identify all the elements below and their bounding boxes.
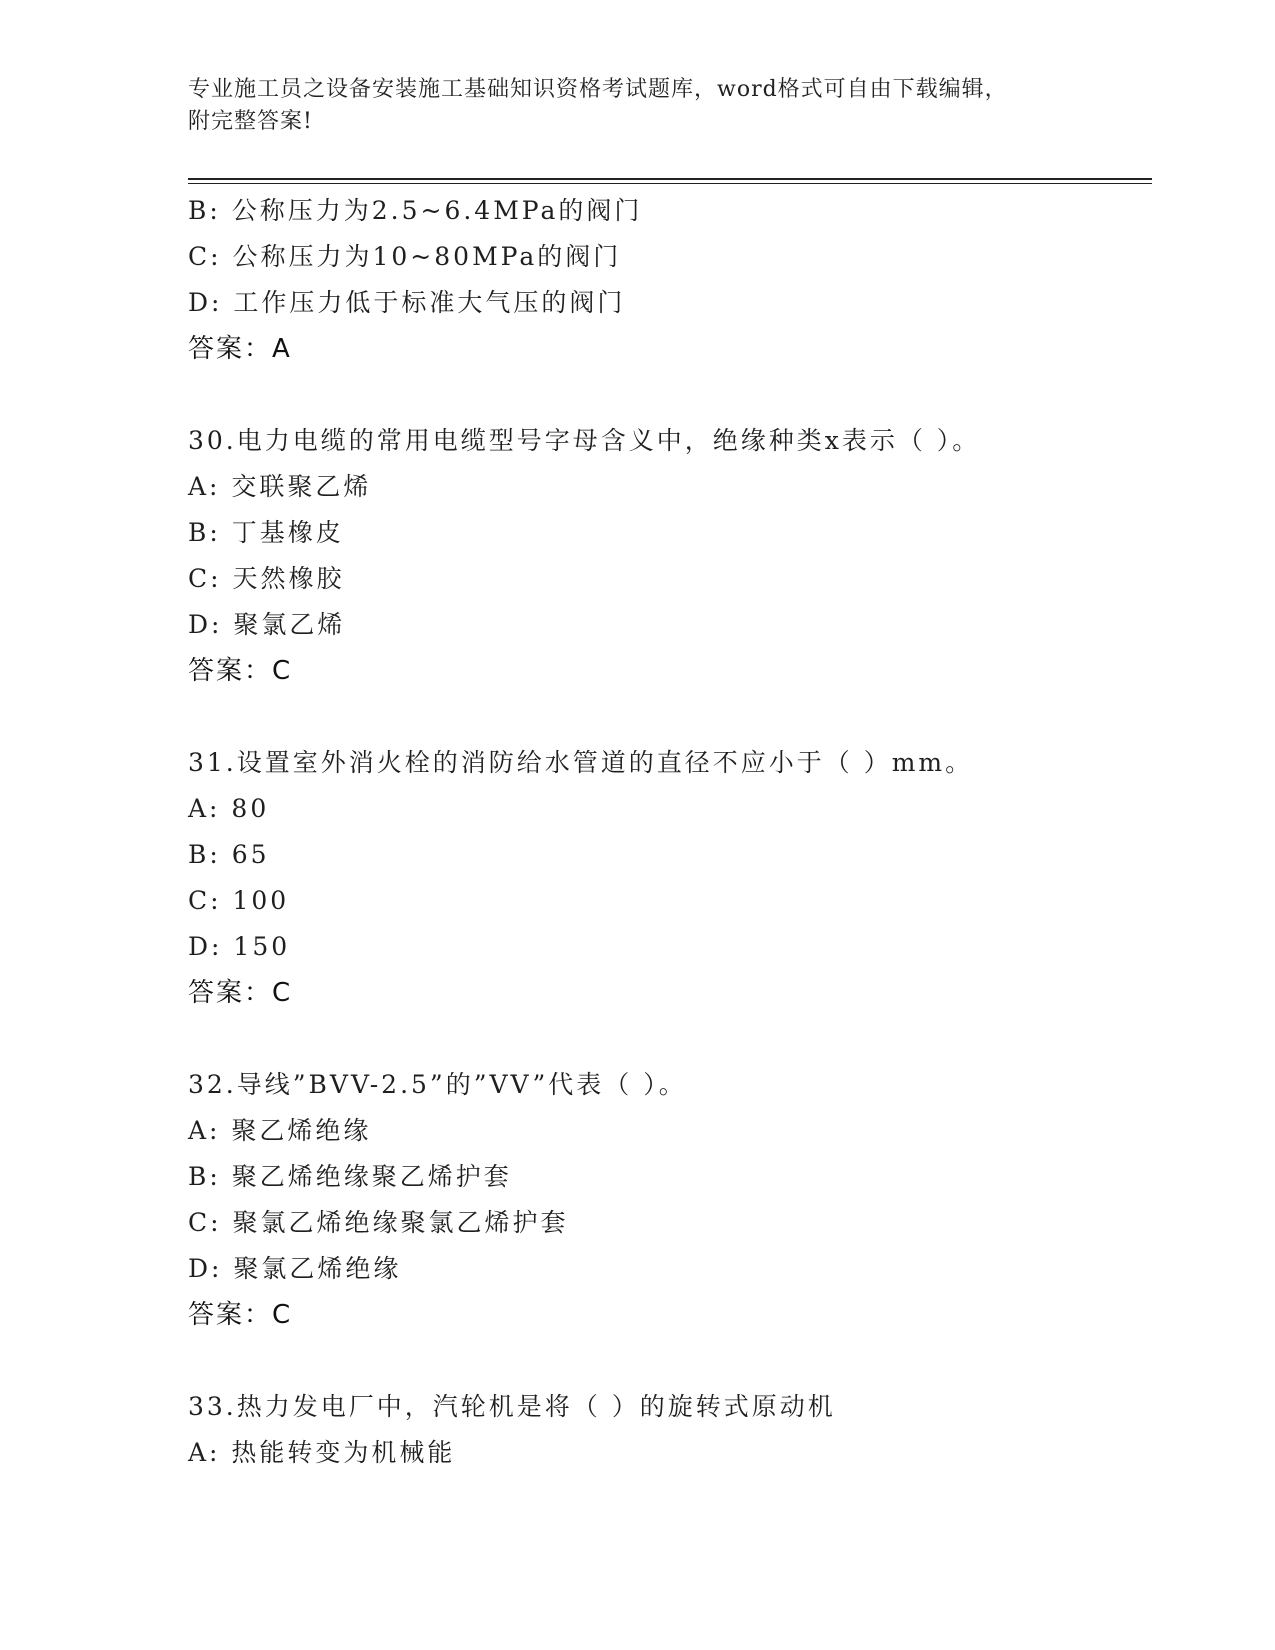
answer-line: 答案：C [188,1300,293,1330]
option-b: B: 聚乙烯绝缘聚乙烯护套 [188,1162,512,1191]
option-a: A: 热能转变为机械能 [188,1438,456,1467]
option-c: C: 100 [188,886,290,915]
option-c: C: 天然橡胶 [188,564,345,593]
option-c: C: 公称压力为10~80MPa的阀门 [188,242,622,271]
answer-line: 答案：C [188,656,293,686]
option-a: A: 80 [188,794,270,823]
question-31 [188,740,1148,1016]
question-30 [188,418,1148,694]
option-b: B: 公称压力为2.5~6.4MPa的阀门 [188,196,643,225]
header-divider-thin [188,183,1152,184]
option-d: D: 聚氯乙烯 [188,610,346,639]
header-divider-thick [188,178,1152,180]
option-a: A: 聚乙烯绝缘 [188,1116,372,1145]
option-d: D: 工作压力低于标准大气压的阀门 [188,288,626,317]
answer-line: 答案：C [188,978,293,1008]
question-title: 33.热力发电厂中，汽轮机是将（ ）的旋转式原动机 [188,1392,836,1421]
option-b: B: 丁基橡皮 [188,518,344,547]
option-a: A: 交联聚乙烯 [188,472,372,501]
question-33 [188,1384,1148,1476]
question-32 [188,1062,1148,1338]
option-d: D: 150 [188,932,291,961]
question-title: 31.设置室外消火栓的消防给水管道的直径不应小于（ ）mm。 [188,748,974,777]
header-line-1: 专业施工员之设备安装施工基础知识资格考试题库，word格式可自由下载编辑， [188,77,1008,102]
document-header [188,74,1068,138]
answer-line: 答案：A [188,334,292,364]
option-d: D: 聚氯乙烯绝缘 [188,1254,402,1283]
question-29-continued [188,188,1148,372]
option-b: B: 65 [188,840,270,869]
question-list [188,188,1148,1476]
header-line-2: 附完整答案! [188,109,313,134]
option-c: C: 聚氯乙烯绝缘聚氯乙烯护套 [188,1208,569,1237]
question-title: 32.导线”BVV-2.5”的”VV”代表（ ）。 [188,1070,687,1099]
question-title: 30.电力电缆的常用电缆型号字母含义中，绝缘种类x表示（ ）。 [188,426,981,455]
